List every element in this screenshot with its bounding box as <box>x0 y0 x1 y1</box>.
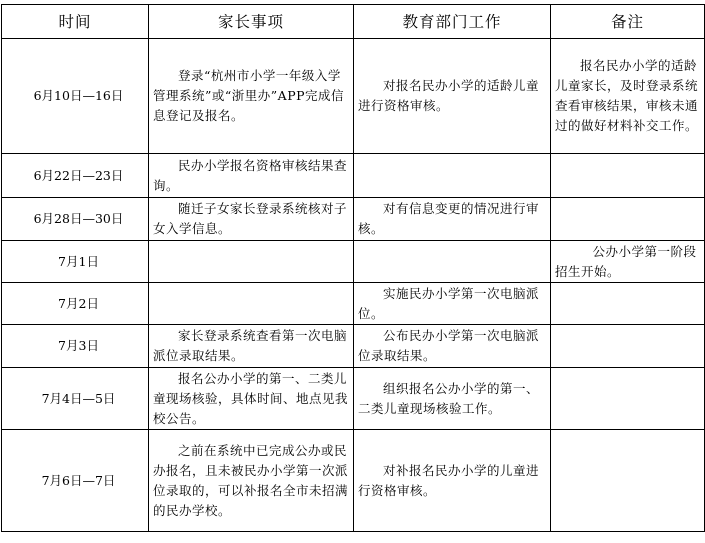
cell-note <box>551 154 705 198</box>
cell-parent <box>149 283 354 325</box>
cell-edu: 组织报名公办小学的第一、二类儿童现场核验工作。 <box>354 368 551 430</box>
cell-note <box>551 368 705 430</box>
table-row <box>2 154 705 198</box>
cell-time: 7月6日—7日 <box>2 430 149 532</box>
header-remarks: 备注 <box>551 5 705 39</box>
cell-time: 7月4日—5日 <box>2 368 149 430</box>
cell-edu: 对补报名民办小学的儿童进行资格审核。 <box>354 430 551 532</box>
cell-note: 报名民办小学的适龄儿童家长，及时登录系统查看审核结果，审核未通过的做好材料补交工作。 <box>551 39 705 154</box>
cell-note <box>551 198 705 241</box>
cell-note <box>551 430 705 532</box>
cell-time: 7月2日 <box>2 283 149 325</box>
cell-note <box>551 283 705 325</box>
cell-edu: 对有信息变更的情况进行审核。 <box>354 198 551 241</box>
table-row <box>2 368 705 430</box>
cell-parent: 登录“杭州市小学一年级入学管理系统”或“浙里办”APP完成信息登记及报名。 <box>149 39 354 154</box>
cell-parent: 报名公办小学的第一、二类儿童现场核验，具体时间、地点见我校公告。 <box>149 368 354 430</box>
table-row <box>2 430 705 532</box>
cell-time: 6月22日—23日 <box>2 154 149 198</box>
cell-time: 6月28日—30日 <box>2 198 149 241</box>
cell-parent: 之前在系统中已完成公办或民办报名，且未被民办小学第一次派位录取的，可以补报名全市未招满的民办学校。 <box>149 430 354 532</box>
cell-time: 7月1日 <box>2 241 149 283</box>
cell-parent <box>149 241 354 283</box>
cell-edu: 实施民办小学第一次电脑派位。 <box>354 283 551 325</box>
table-row <box>2 283 705 325</box>
cell-parent: 民办小学报名资格审核结果查询。 <box>149 154 354 198</box>
header-parent-matters: 家长事项 <box>149 5 354 39</box>
cell-edu <box>354 154 551 198</box>
header-time: 时间 <box>2 5 149 39</box>
enrollment-schedule-table <box>1 4 705 532</box>
cell-time: 6月10日—16日 <box>2 39 149 154</box>
table-row <box>2 325 705 368</box>
cell-parent: 家长登录系统查看第一次电脑派位录取结果。 <box>149 325 354 368</box>
table-row <box>2 39 705 154</box>
cell-edu: 公布民办小学第一次电脑派位录取结果。 <box>354 325 551 368</box>
cell-edu <box>354 241 551 283</box>
cell-parent: 随迁子女家长登录系统核对子女入学信息。 <box>149 198 354 241</box>
table-row <box>2 241 705 283</box>
cell-note: 公办小学第一阶段招生开始。 <box>551 241 705 283</box>
cell-time: 7月3日 <box>2 325 149 368</box>
header-education-dept-work: 教育部门工作 <box>354 5 551 39</box>
table-row <box>2 198 705 241</box>
header-row <box>2 5 705 39</box>
cell-edu: 对报名民办小学的适龄儿童进行资格审核。 <box>354 39 551 154</box>
cell-note <box>551 325 705 368</box>
